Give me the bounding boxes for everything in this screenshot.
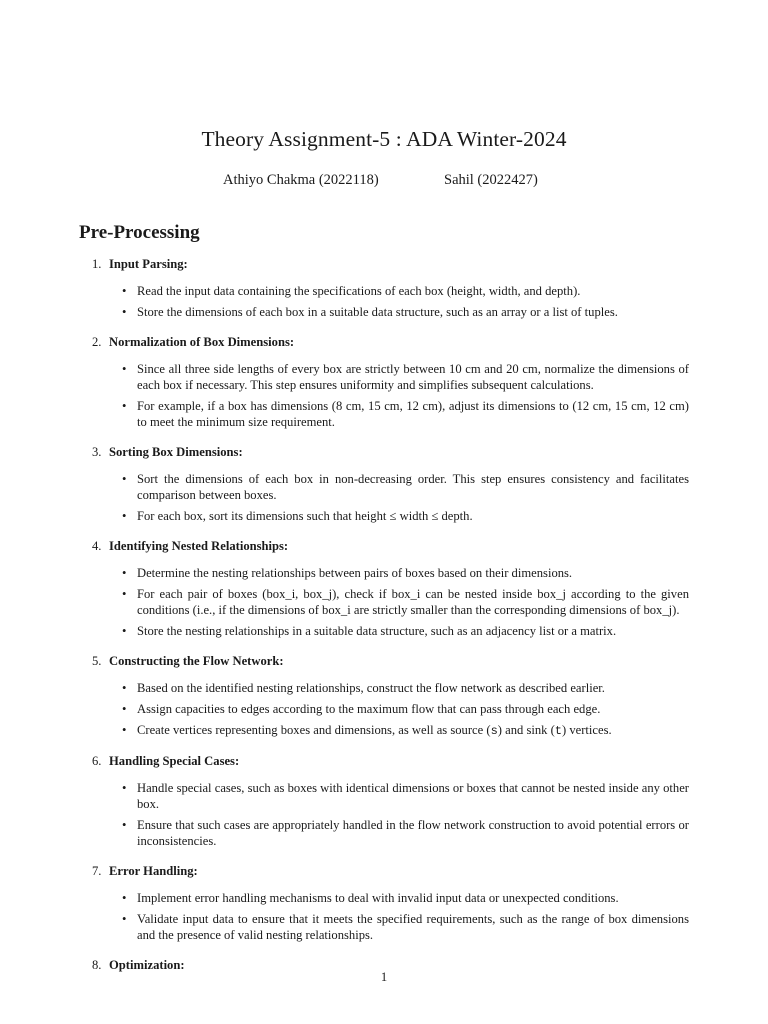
list-item-heading	[0, 753, 768, 770]
list-item-heading	[0, 653, 768, 670]
list-item	[0, 653, 768, 753]
bullet-text: Store the nesting relationships in a suitable data structure, such as an adjacency list or a matrix.	[137, 624, 617, 638]
list-item	[0, 863, 768, 957]
list-item-spacer	[0, 984, 768, 993]
list-item-heading	[0, 538, 768, 555]
list-item-number: 3.	[92, 445, 102, 459]
list-item-title: Identifying Nested Relationships:	[109, 539, 289, 553]
list-item-number: 8.	[92, 958, 102, 972]
list-item	[0, 256, 768, 334]
bullet-point	[0, 586, 768, 618]
bullet-point	[0, 398, 768, 430]
bullet-icon: •	[122, 818, 127, 832]
bullet-point	[0, 911, 768, 943]
list-item-title: Input Parsing:	[109, 257, 188, 271]
bullet-text: For each box, sort its dimensions such that height ≤ width ≤ depth.	[137, 509, 473, 523]
author-2: Sahil (2022427)	[444, 172, 538, 188]
bullet-text: Handle special cases, such as boxes with identical dimensions or boxes that cannot be nested inside any other box.	[137, 781, 689, 811]
page-number: 1	[380, 970, 388, 984]
list-item-spacer	[0, 854, 768, 863]
list-item-heading	[0, 334, 768, 351]
bullet-text: Store the dimensions of each box in a suitable data structure, such as an array or a list of tuples.	[137, 305, 618, 319]
list-item	[0, 538, 768, 653]
bullet-text: Since all three side lengths of every box are strictly between 10 cm and 20 cm, normalize the dimensions of each box if necessary. This step ensures uniformity and simplifies subsequent calculations.	[137, 362, 689, 392]
list-item-number: 7.	[92, 864, 102, 878]
bullet-point	[0, 890, 768, 906]
bullet-text: Assign capacities to edges according to the maximum flow that can pass through each edge.	[137, 702, 601, 716]
list-item-title: Error Handling:	[109, 864, 198, 878]
list-item	[0, 444, 768, 538]
bullet-icon: •	[122, 587, 127, 601]
bullet-icon: •	[122, 723, 127, 737]
list-item-number: 4.	[92, 539, 102, 553]
bullet-icon: •	[122, 566, 127, 580]
bullet-text: Ensure that such cases are appropriately handled in the flow network construction to avoid potential errors or inconsistencies.	[137, 818, 689, 848]
list-item-heading	[0, 444, 768, 461]
bullet-point	[0, 304, 768, 320]
bullet-text: Validate input data to ensure that it meets the specified requirements, such as the range of box dimensions and the presence of valid nesting relationships.	[137, 912, 689, 942]
list-item-heading	[0, 256, 768, 273]
bullet-icon: •	[122, 305, 127, 319]
bullet-text: For each pair of boxes (box_i, box_j), check if box_i can be nested inside box_j according to the given conditions (i.e., if the dimensions of box_i are strictly smaller than the corresponding dimensions of box_j).	[137, 587, 689, 617]
bullet-point	[0, 680, 768, 696]
list-item-spacer	[0, 529, 768, 538]
bullet-icon: •	[122, 891, 127, 905]
bullet-icon: •	[122, 284, 127, 298]
list-item-spacer	[0, 948, 768, 957]
bullet-point	[0, 722, 768, 739]
list-item-spacer	[0, 325, 768, 334]
bullet-icon: •	[122, 399, 127, 413]
list-item-heading	[0, 863, 768, 880]
list-item-number: 5.	[92, 654, 102, 668]
bullet-text: Read the input data containing the specifications of each box (height, width, and depth).	[137, 284, 581, 298]
list-item-title: Sorting Box Dimensions:	[109, 445, 243, 459]
list-item-spacer	[0, 435, 768, 444]
author-1: Athiyo Chakma (2022118)	[223, 172, 379, 188]
list-item-title: Constructing the Flow Network:	[109, 654, 284, 668]
bullet-point	[0, 780, 768, 812]
bullet-point	[0, 283, 768, 299]
bullet-icon: •	[122, 912, 127, 926]
bullet-icon: •	[122, 624, 127, 638]
bullet-icon: •	[122, 472, 127, 486]
bullet-icon: •	[122, 509, 127, 523]
bullet-text: Sort the dimensions of each box in non-decreasing order. This step ensures consistency and facilitates comparison between boxes.	[137, 472, 689, 502]
bullet-icon: •	[122, 681, 127, 695]
section-title: Pre-Processing	[79, 222, 200, 243]
bullet-icon: •	[122, 702, 127, 716]
bullet-text: Based on the identified nesting relationships, construct the flow network as described earlier.	[137, 681, 605, 695]
bullet-icon: •	[122, 362, 127, 376]
list-item	[0, 753, 768, 863]
list-item-spacer	[0, 644, 768, 653]
bullet-point	[0, 508, 768, 524]
bullet-point	[0, 817, 768, 849]
list-item-spacer	[0, 744, 768, 753]
list-item-number: 1.	[92, 257, 102, 271]
bullet-icon: •	[122, 781, 127, 795]
bullet-point	[0, 361, 768, 393]
enumerated-list	[0, 256, 768, 993]
list-item-title: Normalization of Box Dimensions:	[109, 335, 295, 349]
list-item	[0, 334, 768, 444]
bullet-text: Create vertices representing boxes and dimensions, as well as source (s) and sink (t) vertices.	[137, 723, 612, 738]
bullet-point	[0, 565, 768, 581]
bullet-point	[0, 471, 768, 503]
bullet-point	[0, 623, 768, 639]
list-item-title: Optimization:	[109, 958, 185, 972]
bullet-text: Implement error handling mechanisms to deal with invalid input data or unexpected conditions.	[137, 891, 619, 905]
bullet-text: Determine the nesting relationships between pairs of boxes based on their dimensions.	[137, 566, 573, 580]
bullet-text: For example, if a box has dimensions (8 cm, 15 cm, 12 cm), adjust its dimensions to (12 cm, 15 cm, 12 cm) to meet the minimum size requirement.	[137, 399, 689, 429]
list-item-number: 2.	[92, 335, 102, 349]
bullet-point	[0, 701, 768, 717]
list-item-title: Handling Special Cases:	[109, 754, 240, 768]
document-title: Theory Assignment-5 : ADA Winter-2024	[201, 127, 567, 151]
list-item-number: 6.	[92, 754, 102, 768]
